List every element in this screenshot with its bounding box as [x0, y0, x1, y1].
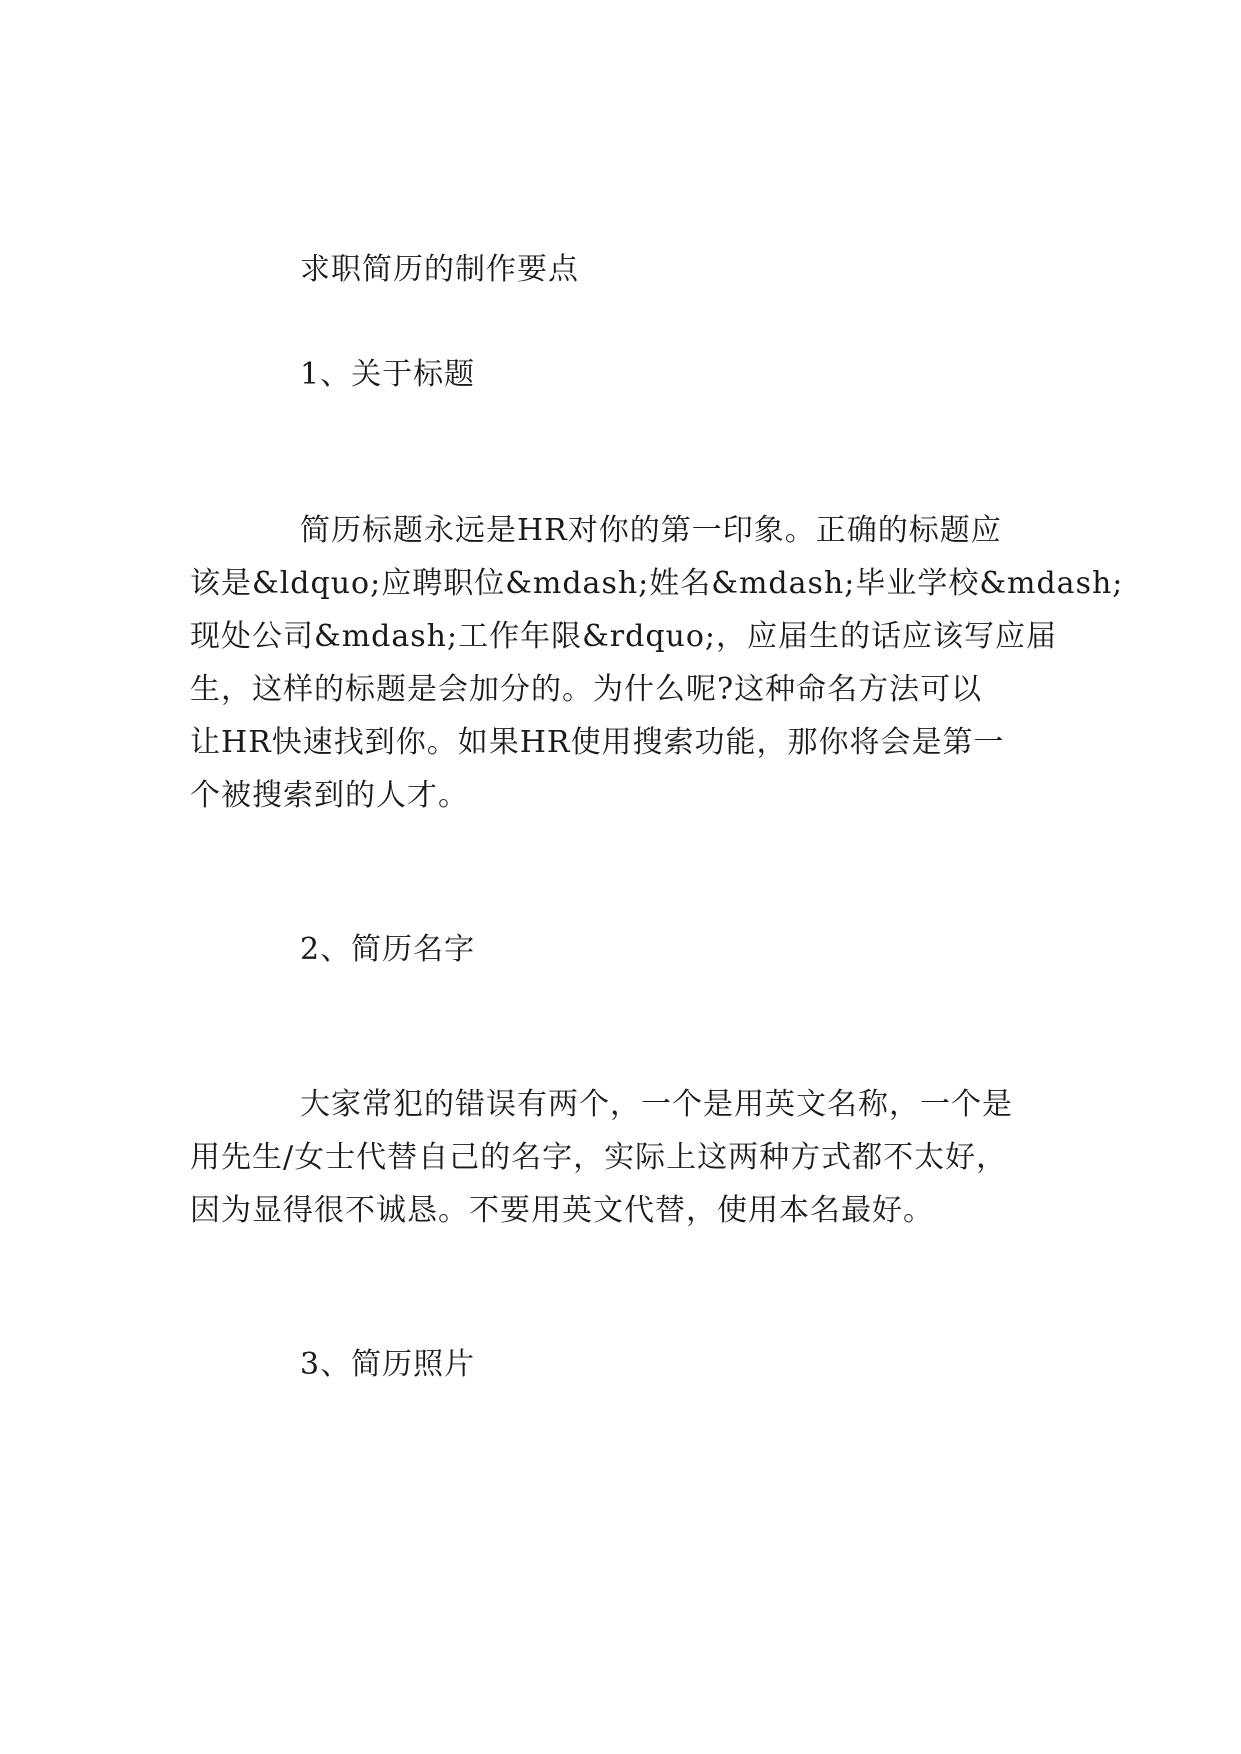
paragraph-line: 因为显得很不诚恳。不要用英文代替，使用本名最好。	[190, 1193, 934, 1228]
paragraph-line: 现处公司&mdash;工作年限&rdquo;，应届生的话应该写应届	[190, 619, 1058, 654]
paragraph-line: 该是&ldquo;应聘职位&mdash;姓名&mdash;毕业学校&mdash;	[190, 566, 1124, 601]
paragraph-line: 用先生/女士代替自己的名字，实际上这两种方式都不太好，	[190, 1140, 1008, 1175]
paragraph-line: 简历标题永远是HR对你的第一印象。正确的标题应	[300, 513, 1002, 548]
paragraph-line: 个被搜索到的人才。	[190, 778, 469, 813]
section-heading-photo: 3、简历照片	[300, 1347, 476, 1382]
paragraph-line: 大家常犯的错误有两个，一个是用英文名称，一个是	[300, 1087, 1013, 1122]
section-heading-name: 2、简历名字	[300, 932, 476, 967]
document-title: 求职简历的制作要点	[300, 252, 579, 287]
paragraph-line: 生，这样的标题是会加分的。为什么呢?这种命名方法可以	[190, 672, 983, 707]
section-heading-title: 1、关于标题	[300, 357, 476, 392]
paragraph-line: 让HR快速找到你。如果HR使用搜索功能，那你将会是第一	[190, 725, 1005, 760]
